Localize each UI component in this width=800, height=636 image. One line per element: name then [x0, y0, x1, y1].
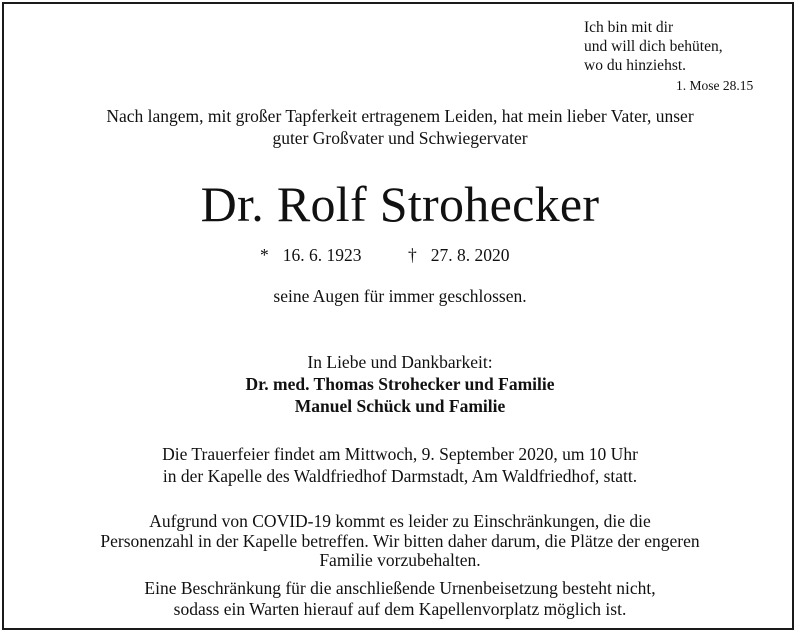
urn-line-1: Eine Beschränkung für die anschließende Urnenbeisetzung besteht nicht,	[144, 578, 656, 598]
verse-line: Ich bin mit dir	[584, 19, 674, 36]
death-symbol: †	[408, 245, 417, 265]
urn-line-2: sodass ein Warten hierauf auf dem Kapellenvorplatz möglich ist.	[173, 599, 627, 619]
birth-date-group	[260, 244, 362, 266]
mourners-block	[0, 351, 800, 417]
intro-line-2: guter Großvater und Schwiegervater	[272, 128, 528, 148]
intro-text	[0, 105, 800, 149]
bible-verse	[584, 18, 780, 93]
covid-line-2: Personenzahl in der Kapelle betreffen. Wir bitten daher darum, die Plätze der engeren	[100, 530, 700, 551]
death-date-group	[408, 244, 510, 266]
mourner-family: Dr. med. Thomas Strohecker und Familie	[245, 374, 555, 394]
service-line-1: Die Trauerfeier findet am Mittwoch, 9. September 2020, um 10 Uhr	[162, 444, 638, 464]
birth-symbol: *	[260, 245, 269, 265]
verse-line: wo du hinziehst.	[584, 57, 687, 74]
covid-notice	[0, 512, 800, 571]
urn-notice	[0, 578, 800, 620]
verse-line: und will dich behüten,	[584, 38, 723, 55]
mourner-family: Manuel Schück und Familie	[294, 396, 506, 416]
deceased-name: Dr. Rolf Strohecker	[200, 176, 600, 232]
intro-line-1: Nach langem, mit großer Tapferkeit ertragenem Leiden, hat mein lieber Vater, unser	[106, 106, 694, 126]
covid-line-1: Aufgrund von COVID-19 kommt es leider zu Einschränkungen, die die	[149, 511, 651, 531]
verse-reference: 1. Mose 28.15	[676, 78, 754, 93]
mourners-heading: In Liebe und Dankbarkeit:	[307, 352, 493, 372]
funeral-service-info	[0, 443, 800, 487]
death-date: 27. 8. 2020	[430, 245, 510, 265]
service-line-2: in der Kapelle des Waldfriedhof Darmstadt, Am Waldfriedhof, statt.	[162, 466, 638, 486]
closed-eyes-text: seine Augen für immer geschlossen.	[273, 286, 527, 306]
birth-date: 16. 6. 1923	[282, 245, 362, 265]
covid-line-3: Familie vorzubehalten.	[319, 550, 481, 570]
